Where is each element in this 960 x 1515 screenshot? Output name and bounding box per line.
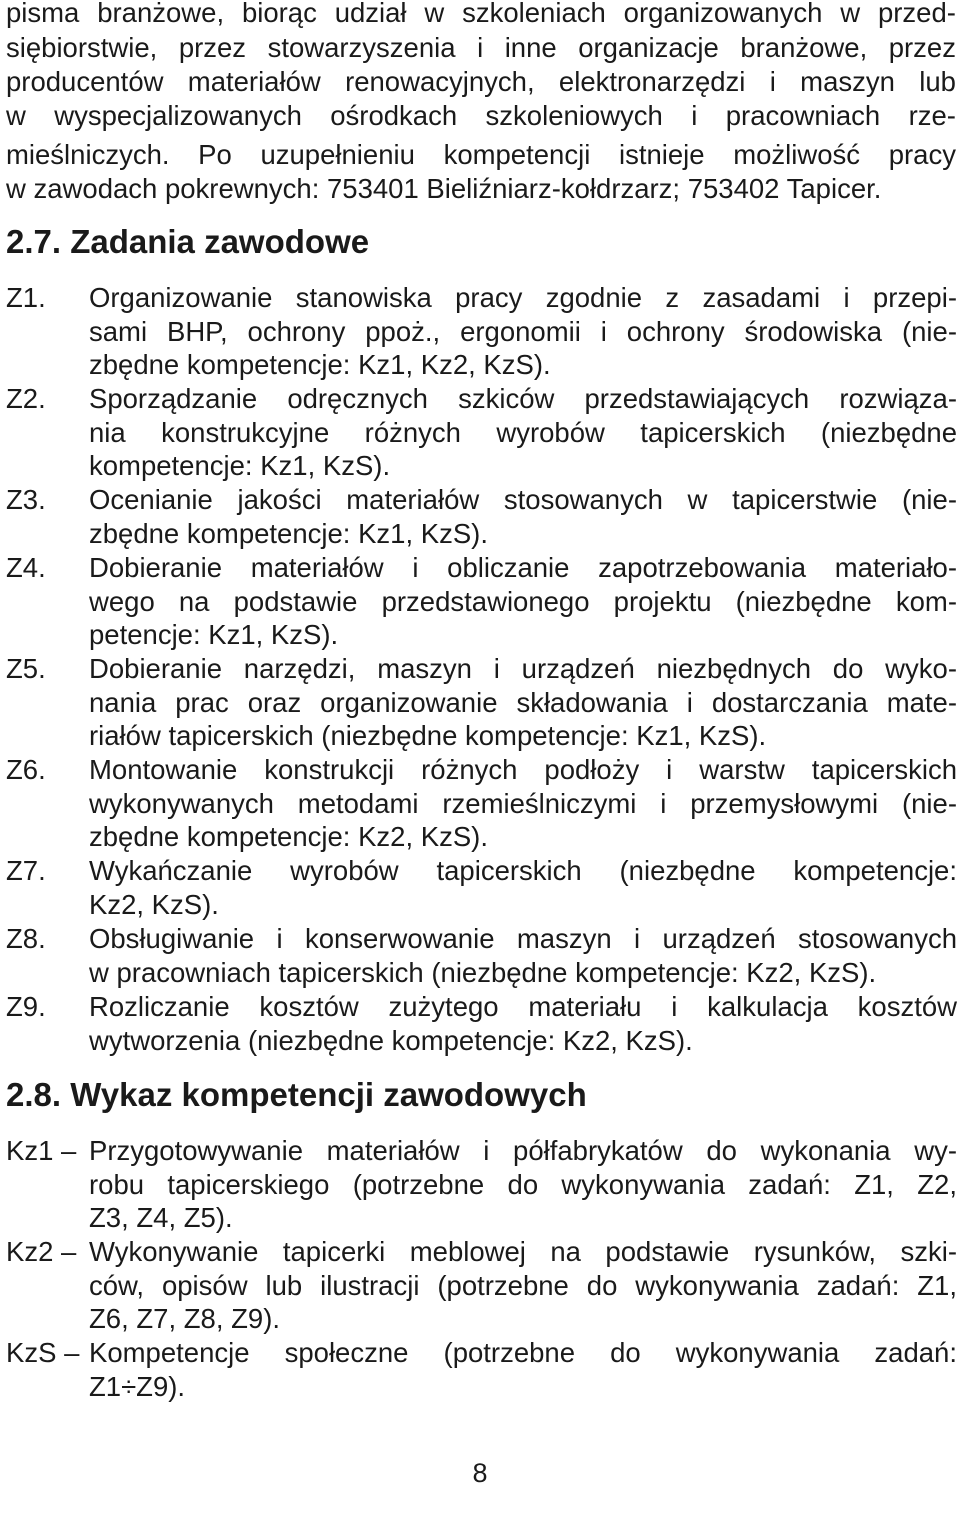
task-label: Z8. — [6, 923, 46, 954]
intro-line: siębiorstwie, przez stowarzyszenia i inne organizacje branżowe, przez — [6, 32, 956, 63]
task-text — [89, 990, 957, 1057]
task-text-line: Kz2, KzS). — [89, 888, 219, 920]
task-label: Z1. — [6, 282, 46, 313]
competency-text-line: Wykonywanie tapicerki meblowej na podstawie rysunków, szki- — [89, 1236, 957, 1267]
task-label: Z6. — [6, 754, 46, 785]
task-text — [89, 382, 957, 483]
task-text-line: Dobieranie materiałów i obliczanie zapotrzebowania materiało- — [89, 552, 957, 583]
task-text-line: wykonywanych metodami rzemieślniczymi i przemysłowymi (nie- — [89, 787, 957, 819]
competency-text — [89, 1134, 957, 1235]
task-text-line: w pracowniach tapicerskich (niezbędne kompetencje: Kz2, KzS). — [89, 956, 877, 988]
competency-text-line: Z1÷Z9). — [89, 1370, 186, 1402]
intro-line: w wyspecjalizowanych ośrodkach szkoleniowych i pracowniach rze- — [6, 100, 956, 131]
section-heading-competencies: 2.8. Wykaz kompetencji zawodowych — [6, 1076, 587, 1113]
task-label: Z7. — [6, 855, 46, 886]
competency-text-line: Przygotowywanie materiałów i półfabrykatów do wykonania wy- — [89, 1135, 957, 1166]
task-text — [89, 483, 957, 550]
task-text-line: riałów tapicerskich (niezbędne kompetencje: Kz1, KzS). — [89, 720, 767, 752]
competency-text — [89, 1235, 957, 1336]
page-number: 8 — [472, 1458, 488, 1488]
competency-text-line: Z6, Z7, Z8, Z9). — [89, 1303, 281, 1335]
intro-line: pisma branżowe, biorąc udział w szkoleniach organizowanych w przed- — [6, 0, 956, 28]
competency-label: KzS – — [6, 1337, 80, 1368]
task-text-line: zbędne kompetencje: Kz2, KzS). — [89, 821, 488, 853]
task-text — [89, 551, 957, 652]
task-text-line: kompetencje: Kz1, KzS). — [89, 450, 391, 482]
task-text-line: wytworzenia (niezbędne kompetencje: Kz2, KzS). — [89, 1024, 693, 1056]
task-text-line: Wykańczanie wyrobów tapicerskich (niezbędne kompetencje: — [89, 855, 957, 886]
task-text-line: petencje: Kz1, KzS). — [89, 619, 339, 651]
task-label: Z4. — [6, 552, 46, 583]
competency-text-line: Kompetencje społeczne (potrzebne do wykonywania zadań: — [89, 1337, 957, 1368]
task-text-line: Obsługiwanie i konserwowanie maszyn i urządzeń stosowanych — [89, 923, 957, 954]
task-text-line: zbędne kompetencje: Kz1, Kz2, KzS). — [89, 349, 551, 381]
task-label: Z5. — [6, 653, 46, 684]
competency-text-line: ców, opisów lub ilustracji (potrzebne do wykonywania zadań: Z1, — [89, 1269, 957, 1301]
intro-line: producentów materiałów renowacyjnych, elektronarzędzi i maszyn lub — [6, 66, 956, 97]
task-label: Z2. — [6, 383, 46, 414]
task-label: Z3. — [6, 484, 46, 515]
task-text — [89, 652, 957, 753]
task-text-line: zbędne kompetencje: Kz1, KzS). — [89, 517, 488, 549]
competency-text-line: Z3, Z4, Z5). — [89, 1202, 233, 1234]
task-text — [89, 281, 957, 382]
competency-text-line: robu tapicerskiego (potrzebne do wykonywania zadań: Z1, Z2, — [89, 1168, 957, 1200]
task-text — [89, 854, 957, 921]
intro-line: w zawodach pokrewnych: 753401 Bieliźniarz-kołdrzarz; 753402 Tapicer. — [6, 173, 882, 204]
competency-label: Kz1 – — [6, 1135, 77, 1166]
task-text — [89, 753, 957, 854]
task-text-line: nania prac oraz organizowanie składowania i dostarczania mate- — [89, 686, 957, 718]
task-text-line: Organizowanie stanowiska pracy zgodnie z zasadami i przepi- — [89, 282, 957, 313]
section-heading-tasks: 2.7. Zadania zawodowe — [6, 223, 370, 260]
competency-label: Kz2 – — [6, 1236, 77, 1267]
task-text-line: Montowanie konstrukcji różnych podłoży i warstw tapicerskich — [89, 754, 957, 785]
task-text-line: Rozliczanie kosztów zużytego materiału i kalkulacja kosztów — [89, 991, 957, 1022]
intro-line: mieślniczych. Po uzupełnieniu kompetencji istnieje możliwość pracy — [6, 139, 956, 170]
task-text-line: Sporządzanie odręcznych szkiców przedstawiających rozwiąza- — [89, 383, 957, 414]
task-text — [89, 922, 957, 989]
task-text-line: sami BHP, ochrony ppoż., ergonomii i ochrony środowiska (nie- — [89, 315, 957, 347]
competency-text — [89, 1336, 957, 1403]
task-text-line: wego na podstawie przedstawionego projektu (niezbędne kom- — [89, 585, 957, 617]
task-text-line: Dobieranie narzędzi, maszyn i urządzeń niezbędnych do wyko- — [89, 653, 957, 684]
task-text-line: nia konstrukcyjne różnych wyrobów tapicerskich (niezbędne — [89, 416, 957, 448]
task-label: Z9. — [6, 991, 46, 1022]
task-text-line: Ocenianie jakości materiałów stosowanych w tapicerstwie (nie- — [89, 484, 957, 515]
